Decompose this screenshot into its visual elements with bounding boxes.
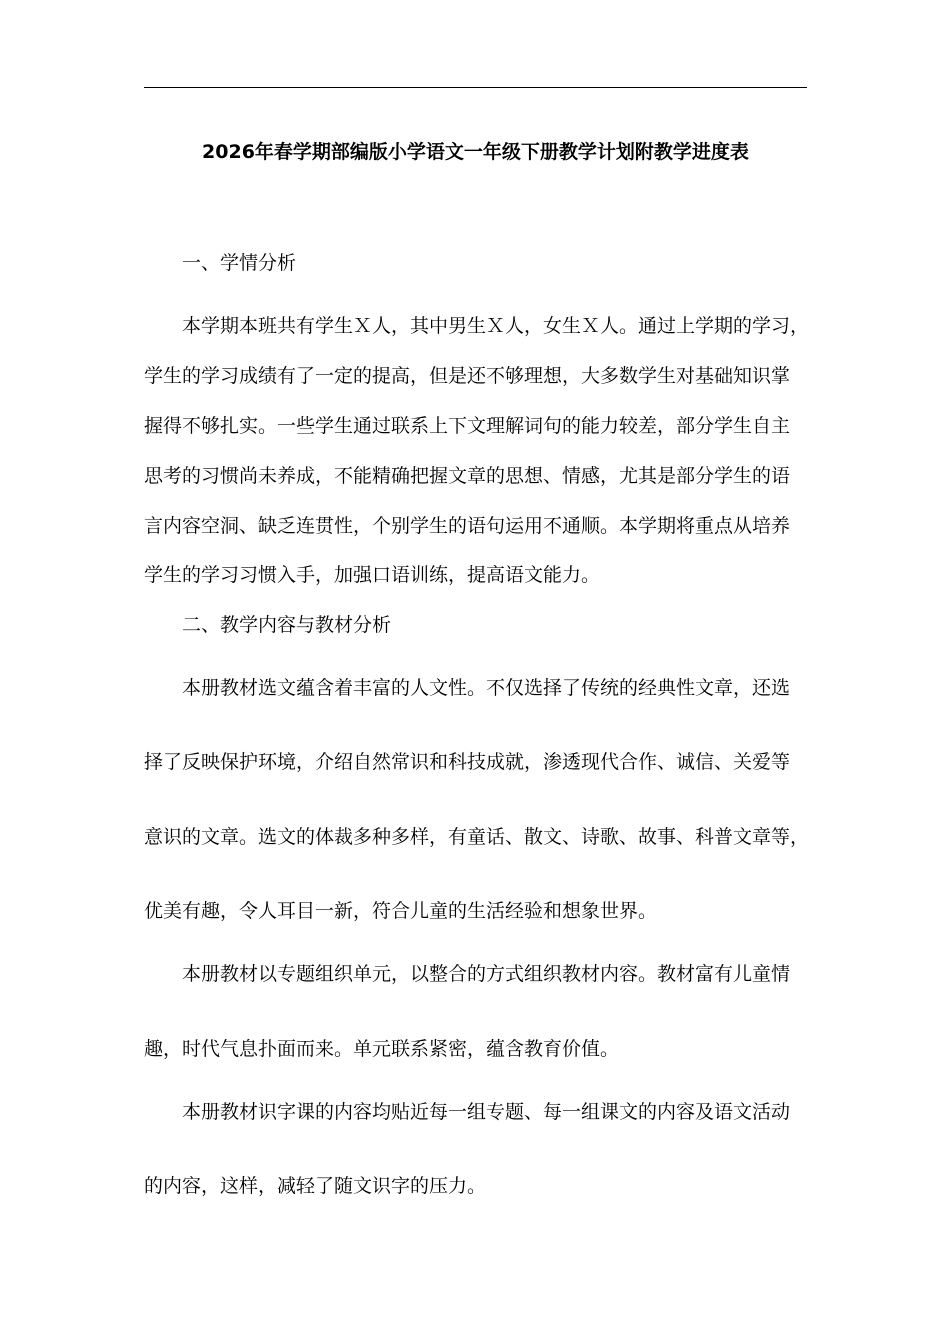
section-heading-learning-analysis: 一、学情分析 (182, 252, 297, 274)
paragraph-line: 意识的文章。选文的体裁多种多样，有童话、散文、诗歌、故事、科普文章等， (144, 826, 810, 848)
paragraph-line: 优美有趣，令人耳目一新，符合儿童的生活经验和想象世界。 (144, 900, 658, 922)
paragraph-line: 学生的学习习惯入手，加强口语训练，提高语文能力。 (144, 564, 601, 586)
paragraph-line: 趣，时代气息扑面而来。单元联系紧密，蕴含教育价值。 (144, 1038, 620, 1060)
paragraph-line: 本册教材选文蕴含着丰富的人文性。不仅选择了传统的经典性文章，还选 (182, 677, 791, 699)
paragraph-line: 本册教材识字课的内容均贴近每一组专题、每一组课文的内容及语文活动 (182, 1101, 791, 1123)
section-heading-content-analysis: 二、教学内容与教材分析 (182, 614, 392, 636)
paragraph-line: 握得不够扎实。一些学生通过联系上下文理解词句的能力较差，部分学生自主 (144, 415, 791, 437)
paragraph-line: 言内容空洞、缺乏连贯性，个别学生的语句运用不通顺。本学期将重点从培养 (144, 515, 791, 537)
document-title: 2026年春学期部编版小学语文一年级下册教学计划附教学进度表 (202, 141, 749, 163)
paragraph-line: 本册教材以专题组织单元，以整合的方式组织教材内容。教材富有儿童情 (182, 963, 791, 985)
header-rule (144, 87, 807, 88)
paragraph-line: 的内容，这样，减轻了随文识字的压力。 (144, 1175, 487, 1197)
paragraph-line: 择了反映保护环境，介绍自然常识和科技成就，渗透现代合作、诚信、关爱等 (144, 751, 791, 773)
paragraph-line: 学生的学习成绩有了一定的提高，但是还不够理想，大多数学生对基础知识掌 (144, 365, 791, 387)
paragraph-line: 本学期本班共有学生Ｘ人，其中男生Ｘ人，女生Ｘ人。通过上学期的学习， (182, 315, 810, 337)
paragraph-line: 思考的习惯尚未养成，不能精确把握文章的思想、情感，尤其是部分学生的语 (144, 465, 791, 487)
